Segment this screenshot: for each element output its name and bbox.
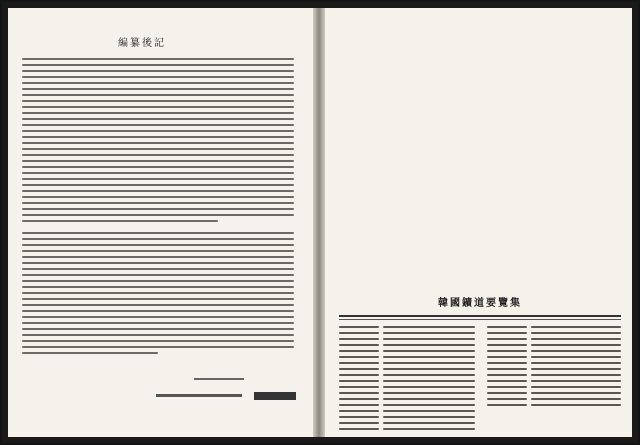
colophon-left-values [383, 326, 475, 434]
colophon-right-labels [487, 326, 527, 410]
colophon-top-rule-thin [339, 319, 621, 320]
afterword-date [194, 378, 244, 380]
book-spread [2, 2, 638, 443]
colophon-right-values [531, 326, 621, 410]
colophon-left-labels [339, 326, 379, 434]
afterword-body-part-1 [22, 58, 294, 226]
afterword-body-part-2 [22, 232, 294, 358]
left-page [8, 8, 313, 437]
book-gutter [313, 8, 325, 437]
afterword-title: 編纂後記 [118, 38, 166, 49]
signatory-name [254, 392, 296, 400]
colophon-table [339, 326, 621, 437]
colophon-title: 韓國鑛道要覽集 [438, 298, 522, 309]
colophon-top-rule [339, 315, 621, 317]
afterword-signature [156, 392, 306, 404]
signatory-organization [156, 394, 242, 397]
colophon [339, 294, 621, 437]
right-page [325, 8, 632, 437]
